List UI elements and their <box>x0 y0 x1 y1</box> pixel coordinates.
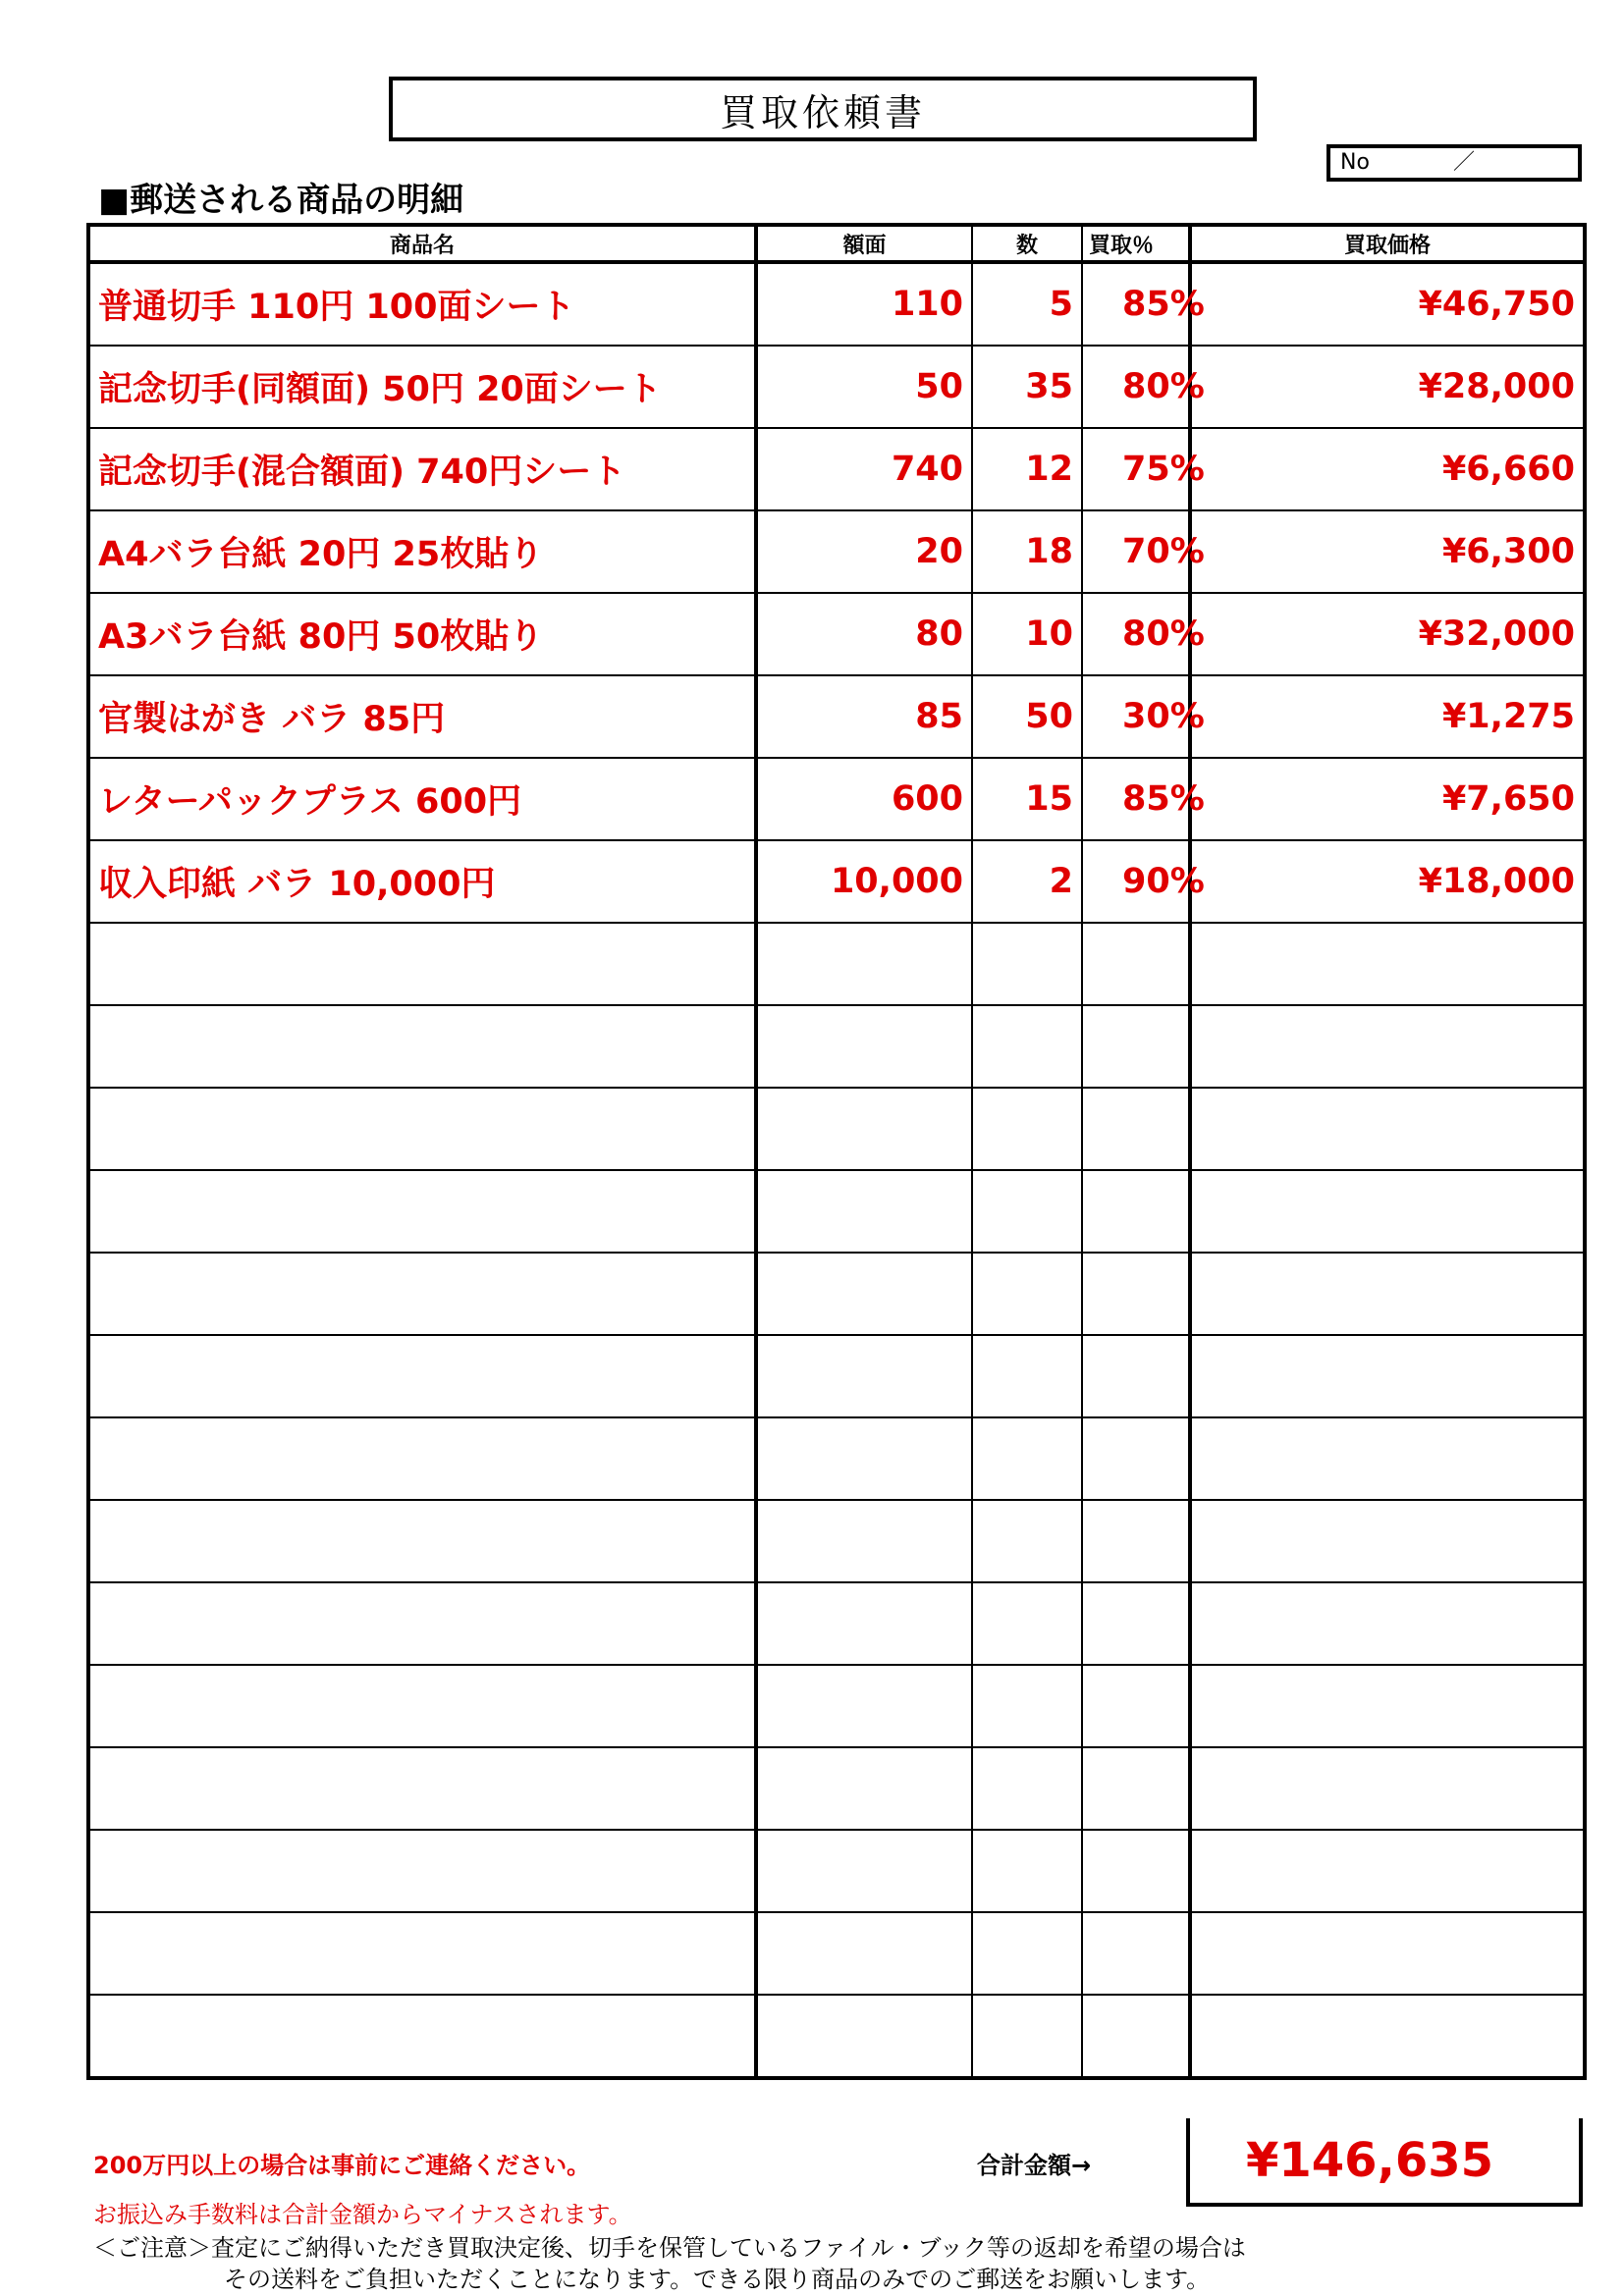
buy-price-cell <box>1190 1170 1585 1253</box>
buy-rate-cell <box>1082 923 1190 1005</box>
product-name-cell: 官製はがき バラ 85円 <box>88 675 756 758</box>
buy-price-cell: ¥18,000 <box>1190 840 1585 923</box>
quantity-cell: 12 <box>972 428 1082 510</box>
product-name-cell <box>88 1335 756 1417</box>
number-field <box>1326 144 1582 182</box>
caution-line-1: ＜ご注意＞査定にご納得いただき買取決定後、切手を保管しているファイル・ブック等の返却を希望の場合は <box>93 2234 1246 2262</box>
buy-price-cell <box>1190 1417 1585 1500</box>
large-amount-notice: 200万円以上の場合は事前にご連絡ください。 <box>93 2152 591 2179</box>
face-value-cell <box>756 1747 972 1830</box>
buy-price-cell <box>1190 1747 1585 1830</box>
face-value-cell: 80 <box>756 593 972 675</box>
table-row <box>88 758 1585 840</box>
buy-rate-cell <box>1082 1665 1190 1747</box>
product-name-cell <box>88 1005 756 1088</box>
product-name-cell <box>88 923 756 1005</box>
product-name-cell <box>88 1088 756 1170</box>
quantity-cell: 15 <box>972 758 1082 840</box>
empty-table-row <box>88 1995 1585 2078</box>
buy-rate-cell: 75% <box>1082 428 1190 510</box>
buy-rate-cell <box>1082 1417 1190 1500</box>
buy-rate-cell <box>1082 1582 1190 1665</box>
product-name-cell <box>88 1665 756 1747</box>
face-value-cell <box>756 1417 972 1500</box>
product-name-cell <box>88 1253 756 1335</box>
quantity-cell <box>972 1830 1082 1912</box>
quantity-cell <box>972 1335 1082 1417</box>
buy-price-cell <box>1190 1005 1585 1088</box>
face-value-cell <box>756 1088 972 1170</box>
buy-price-cell <box>1190 1912 1585 1995</box>
table-body <box>88 262 1585 2078</box>
quantity-cell: 50 <box>972 675 1082 758</box>
buy-price-cell <box>1190 1582 1585 1665</box>
buy-rate-cell <box>1082 1995 1190 2078</box>
table-row <box>88 262 1585 346</box>
buy-price-cell: ¥6,300 <box>1190 510 1585 593</box>
quantity-cell <box>972 1995 1082 2078</box>
buy-price-cell: ¥46,750 <box>1190 262 1585 346</box>
product-name-cell <box>88 1912 756 1995</box>
buy-rate-cell <box>1082 1005 1190 1088</box>
product-name-cell: 記念切手(混合額面) 740円シート <box>88 428 756 510</box>
face-value-cell <box>756 1005 972 1088</box>
table-row <box>88 346 1585 428</box>
empty-table-row <box>88 1253 1585 1335</box>
buy-rate-cell: 85% <box>1082 758 1190 840</box>
face-value-cell <box>756 1253 972 1335</box>
number-slash: ／ <box>1453 150 1476 175</box>
buy-price-cell: ¥32,000 <box>1190 593 1585 675</box>
empty-table-row <box>88 1417 1585 1500</box>
face-value-cell: 110 <box>756 262 972 346</box>
quantity-cell: 18 <box>972 510 1082 593</box>
table-row <box>88 593 1585 675</box>
buy-rate-cell <box>1082 1747 1190 1830</box>
quantity-cell: 5 <box>972 262 1082 346</box>
face-value-cell: 50 <box>756 346 972 428</box>
face-value-cell: 20 <box>756 510 972 593</box>
product-name-cell <box>88 1747 756 1830</box>
buy-price-cell <box>1190 1088 1585 1170</box>
product-name-cell: 収入印紙 バラ 10,000円 <box>88 840 756 923</box>
buy-rate-cell: 80% <box>1082 593 1190 675</box>
empty-table-row <box>88 1170 1585 1253</box>
caution-line-2: その送料をご負担いただくことになります。できる限り商品のみでのご郵送をお願いします。 <box>224 2266 1211 2293</box>
buy-rate-cell: 90% <box>1082 840 1190 923</box>
empty-table-row <box>88 1088 1585 1170</box>
buy-price-cell <box>1190 1335 1585 1417</box>
buy-price-cell: ¥1,275 <box>1190 675 1585 758</box>
buy-rate-cell <box>1082 1500 1190 1582</box>
buy-price-cell <box>1190 1665 1585 1747</box>
buy-rate-cell <box>1082 1253 1190 1335</box>
transfer-fee-note: お振込み手数料は合計金額からマイナスされます。 <box>93 2201 632 2228</box>
empty-table-row <box>88 1582 1585 1665</box>
face-value-cell <box>756 923 972 1005</box>
buy-price-cell <box>1190 1500 1585 1582</box>
header-product-name: 商品名 <box>88 225 756 262</box>
total-amount-value: ¥146,635 <box>1245 2133 1494 2188</box>
buy-rate-cell <box>1082 1170 1190 1253</box>
quantity-cell <box>972 1417 1082 1500</box>
header-quantity: 数 <box>972 225 1082 262</box>
empty-table-row <box>88 1500 1585 1582</box>
empty-table-row <box>88 1830 1585 1912</box>
table-row <box>88 510 1585 593</box>
face-value-cell <box>756 1665 972 1747</box>
header-buy-price: 買取価格 <box>1190 225 1585 262</box>
items-table <box>86 223 1587 2080</box>
empty-table-row <box>88 1747 1585 1830</box>
quantity-cell <box>972 1088 1082 1170</box>
quantity-cell <box>972 1912 1082 1995</box>
empty-table-row <box>88 1005 1585 1088</box>
buy-rate-cell <box>1082 1088 1190 1170</box>
buy-rate-cell <box>1082 1830 1190 1912</box>
product-name-cell: A3バラ台紙 80円 50枚貼り <box>88 593 756 675</box>
face-value-cell <box>756 1830 972 1912</box>
empty-table-row <box>88 1335 1585 1417</box>
empty-table-row <box>88 1912 1585 1995</box>
total-amount <box>1186 2118 1583 2207</box>
quantity-cell <box>972 1582 1082 1665</box>
quantity-cell <box>972 1500 1082 1582</box>
table-header-row <box>88 225 1585 262</box>
buy-price-cell: ¥6,660 <box>1190 428 1585 510</box>
product-name-cell <box>88 1995 756 2078</box>
buy-price-cell: ¥28,000 <box>1190 346 1585 428</box>
header-buy-rate: 買取％ <box>1082 225 1190 262</box>
document-title: 買取依頼書 <box>389 77 1257 141</box>
quantity-cell <box>972 1665 1082 1747</box>
buy-price-cell <box>1190 1995 1585 2078</box>
face-value-cell <box>756 1500 972 1582</box>
buy-rate-cell: 30% <box>1082 675 1190 758</box>
face-value-cell <box>756 1582 972 1665</box>
buy-rate-cell <box>1082 1335 1190 1417</box>
section-title: ■郵送される商品の明細 <box>98 181 464 220</box>
face-value-cell: 740 <box>756 428 972 510</box>
product-name-cell <box>88 1830 756 1912</box>
quantity-cell: 35 <box>972 346 1082 428</box>
table-row <box>88 675 1585 758</box>
number-label: No <box>1340 150 1370 175</box>
quantity-cell <box>972 1747 1082 1830</box>
product-name-cell: レターパックプラス 600円 <box>88 758 756 840</box>
buy-price-cell <box>1190 923 1585 1005</box>
table-row <box>88 840 1585 923</box>
product-name-cell <box>88 1500 756 1582</box>
face-value-cell: 85 <box>756 675 972 758</box>
face-value-cell <box>756 1912 972 1995</box>
buy-rate-cell <box>1082 1912 1190 1995</box>
header-face-value: 額面 <box>756 225 972 262</box>
table-row <box>88 428 1585 510</box>
product-name-cell: 普通切手 110円 100面シート <box>88 262 756 346</box>
product-name-cell <box>88 1582 756 1665</box>
quantity-cell <box>972 1253 1082 1335</box>
face-value-cell <box>756 1995 972 2078</box>
product-name-cell: 記念切手(同額面) 50円 20面シート <box>88 346 756 428</box>
quantity-cell <box>972 1005 1082 1088</box>
buy-price-cell <box>1190 1253 1585 1335</box>
quantity-cell: 10 <box>972 593 1082 675</box>
quantity-cell <box>972 923 1082 1005</box>
product-name-cell: A4バラ台紙 20円 25枚貼り <box>88 510 756 593</box>
product-name-cell <box>88 1417 756 1500</box>
face-value-cell: 600 <box>756 758 972 840</box>
buy-rate-cell: 80% <box>1082 346 1190 428</box>
empty-table-row <box>88 1665 1585 1747</box>
product-name-cell <box>88 1170 756 1253</box>
buy-price-cell <box>1190 1830 1585 1912</box>
buy-rate-cell: 85% <box>1082 262 1190 346</box>
buy-price-cell: ¥7,650 <box>1190 758 1585 840</box>
quantity-cell: 2 <box>972 840 1082 923</box>
total-label: 合計金額→ <box>977 2152 1092 2179</box>
empty-table-row <box>88 923 1585 1005</box>
face-value-cell <box>756 1170 972 1253</box>
quantity-cell <box>972 1170 1082 1253</box>
face-value-cell: 10,000 <box>756 840 972 923</box>
face-value-cell <box>756 1335 972 1417</box>
buy-rate-cell: 70% <box>1082 510 1190 593</box>
